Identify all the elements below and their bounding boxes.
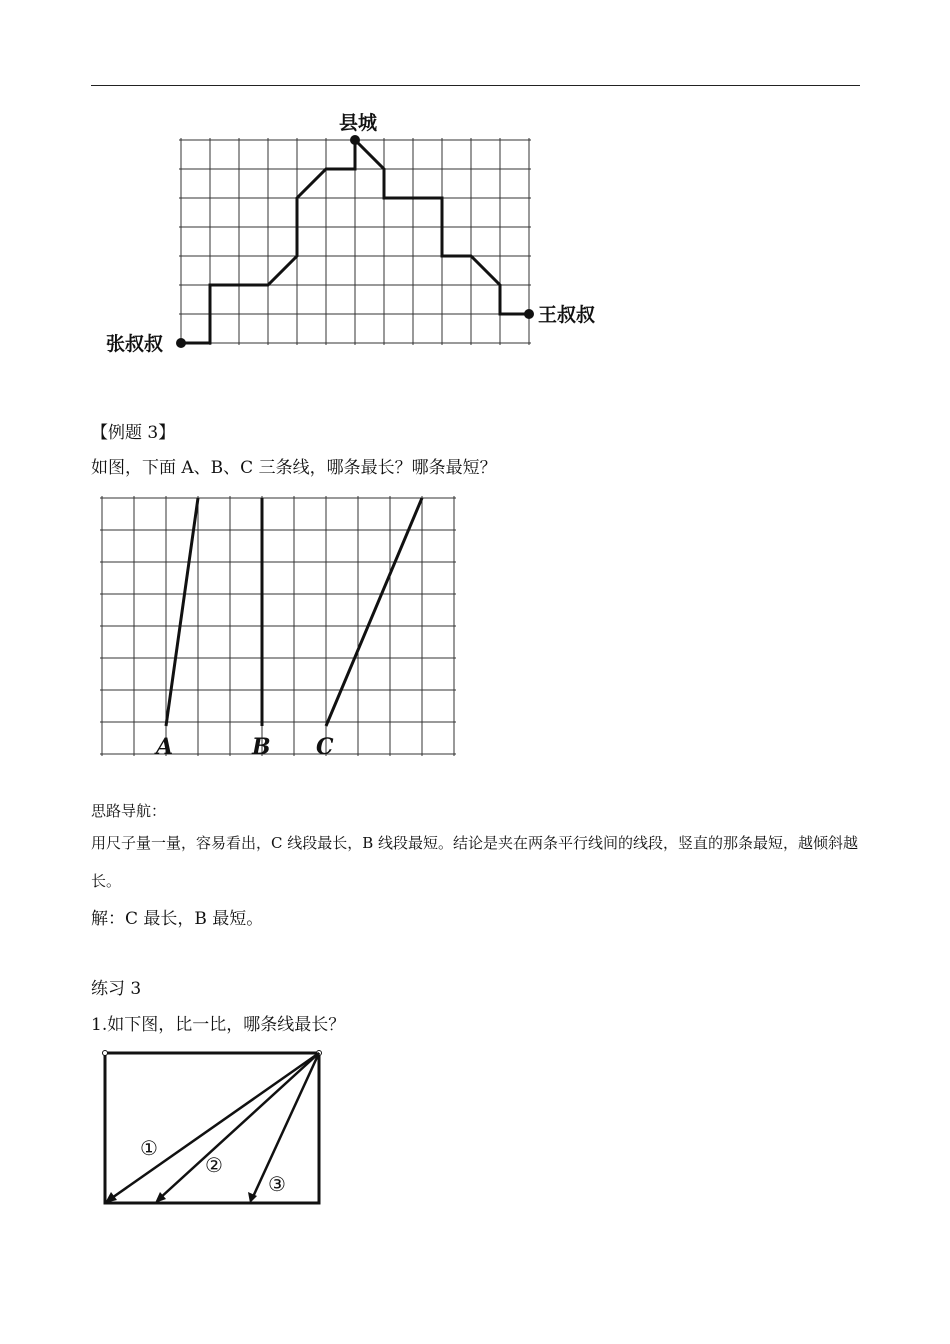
label-b: B: [252, 734, 271, 760]
answer-text: 解：C 最长，B 最短。: [91, 909, 264, 929]
label-wang: 王叔叔: [538, 304, 596, 326]
practice-question: 1.如下图，比一比，哪条线最长？: [91, 1015, 346, 1035]
arrow-1: [105, 1053, 319, 1203]
zhang-point: [176, 338, 186, 348]
label-circled-3: ③: [268, 1172, 286, 1196]
county-point: [350, 135, 360, 145]
line-c: [326, 498, 422, 726]
route-map-figure: [100, 105, 620, 360]
wang-point: [524, 309, 534, 319]
header-rule: [91, 85, 860, 86]
label-circled-1: ①: [140, 1136, 158, 1160]
label-c: C: [316, 734, 334, 760]
arrow-2: [155, 1053, 319, 1203]
arrows-figure: [95, 1042, 335, 1217]
label-county: 县城: [339, 112, 378, 134]
lines-abc-figure: [95, 490, 465, 765]
example-title: 【例题 3】: [91, 423, 176, 443]
guide-heading: 思路导航：: [91, 802, 167, 820]
label-zhang: 张叔叔: [106, 333, 164, 355]
example-question: 如图，下面 A、B、C 三条线，哪条最长？哪条最短？: [91, 458, 497, 478]
label-a: A: [156, 734, 174, 760]
label-circled-2: ②: [205, 1153, 223, 1177]
line-a: [166, 498, 198, 726]
practice-title: 练习 3: [91, 979, 142, 999]
abc-grid: [100, 496, 456, 756]
guide-text: 用尺子量一量，容易看出，C 线段最长，B 线段最短。结论是夹在两条平行线间的线段，竖直的那条最短，越倾斜越长。: [91, 834, 859, 890]
